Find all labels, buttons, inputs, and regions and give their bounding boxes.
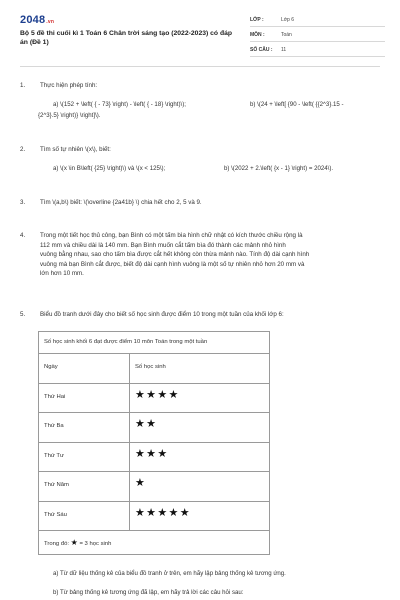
- star-icon: ★: [135, 388, 147, 401]
- meta-value: 11: [281, 47, 287, 53]
- question-text: Tìm số tự nhiên \(x\), biết:: [40, 146, 111, 153]
- question-number: 1.: [20, 82, 26, 89]
- table-row: [39, 502, 269, 532]
- meta-row-class: [250, 14, 385, 27]
- star-icon: ★: [157, 506, 169, 519]
- question-1-part-b-cont: {2^3}.5} \right)} \right]\).: [38, 112, 101, 119]
- logo-text: 2048: [20, 14, 46, 26]
- question-1-part-a: a) \(152 + \left( { - 73} \right) - \left( { - 18} \right)\);: [53, 101, 186, 108]
- day-cell: Thứ Năm: [39, 472, 130, 501]
- question-1: [20, 81, 380, 91]
- question-1-part-b: b) \(24 + \left[ {90 - \left( {{2^3}.15 -: [250, 101, 344, 108]
- document-header: [0, 0, 400, 62]
- star-icon: ★: [157, 447, 169, 460]
- day-cell: Thứ Tư: [39, 443, 130, 472]
- star-count-cell: [130, 413, 269, 442]
- star-icon: ★: [146, 506, 158, 519]
- meta-value: Toán: [281, 32, 292, 38]
- star-icon: ★: [146, 418, 158, 430]
- meta-key: SỐ CÂU :: [250, 47, 273, 53]
- question-2-part-b: b) \(2022 + 2.\left( {x - 1} \right) = 2024\).: [224, 165, 334, 172]
- question-5: [20, 310, 380, 320]
- star-icon: ★: [135, 477, 147, 489]
- star-count-cell: [130, 384, 269, 413]
- table-row: [39, 472, 269, 502]
- question-text: Thực hiện phép tính:: [40, 82, 98, 89]
- star-icon: ★: [157, 388, 169, 401]
- day-cell: Thứ Hai: [39, 384, 130, 413]
- star-icon: ★: [146, 447, 158, 460]
- question-number: 4.: [20, 232, 26, 239]
- star-count-cell: [130, 472, 269, 501]
- question-line: vuông mà bạn Bình cắt được, biết độ dài cạnh hình vuông là một số tự nhiên nhỏ hơn 20 mm và: [40, 260, 305, 268]
- meta-value: Lớp 6: [281, 17, 295, 23]
- question-4: [20, 231, 380, 283]
- table-row: [39, 413, 269, 443]
- star-icon: ★: [168, 506, 180, 519]
- star-icon: ★: [135, 506, 147, 519]
- meta-panel: [250, 14, 385, 59]
- question-line: lớn hơn 10 mm.: [40, 270, 84, 278]
- day-cell: Thứ Ba: [39, 413, 130, 442]
- star-icon: ★: [179, 506, 191, 519]
- meta-row-question-count: [250, 44, 385, 57]
- table-row: [39, 384, 269, 414]
- pictograph-table: [38, 331, 270, 555]
- question-number: 5.: [20, 311, 26, 318]
- meta-key: MÔN :: [250, 32, 265, 38]
- question-number: 3.: [20, 199, 26, 206]
- star-count-cell: [130, 443, 269, 472]
- star-icon: ★: [135, 418, 147, 430]
- question-line: vuông bằng nhau, sao cho tấm bìa được cắt hết không còn thừa mảnh nào. Tính độ dài cạnh hình: [40, 251, 310, 259]
- legend-suffix: = 3 học sinh: [79, 541, 112, 547]
- table-body: [39, 384, 269, 532]
- question-5-part-b: b) Từ bảng thống kê tương ứng đã lập, em hãy trả lời các câu hỏi sau:: [53, 589, 244, 596]
- day-cell: Thứ Sáu: [39, 502, 130, 531]
- table-caption: Số học sinh khối 6 đạt được điểm 10 môn Toán trong một tuần: [39, 332, 269, 354]
- table-header-row: [39, 354, 269, 384]
- question-text: Biểu đồ tranh dưới đây cho biết số học sinh được điểm 10 trong một tuần của khối lớp 6:: [40, 311, 284, 318]
- star-icon: ★: [168, 388, 180, 401]
- question-3: [20, 198, 380, 208]
- star-icon: ★: [146, 388, 158, 401]
- question-2: [20, 145, 380, 155]
- question-line: Trong một tiết học thủ công, bạn Bình có một tấm bìa hình chữ nhật có kích thước chiều rộng là: [40, 232, 303, 239]
- meta-key: LỚP :: [250, 17, 264, 23]
- legend-prefix: Trong đó:: [44, 541, 69, 547]
- question-text: Tìm \(a,b\) biết: \(\overline {2a41b} \) chia hết cho 2, 5 và 9.: [40, 199, 202, 206]
- column-header-count: Số học sinh: [135, 364, 166, 370]
- table-row: [39, 443, 269, 473]
- question-2-part-a: a) \(x \in B\left( {25} \right)\) và \(x < 125\);: [53, 165, 166, 172]
- question-5-part-a: a) Từ dữ liệu thống kê của biểu đồ tranh ở trên, em hãy lập bảng thống kê tương ứng.: [53, 570, 286, 577]
- star-icon: ★: [135, 447, 147, 460]
- star-icon: ★: [70, 538, 78, 547]
- star-count-cell: [130, 502, 269, 531]
- question-number: 2.: [20, 146, 26, 153]
- meta-row-subject: [250, 29, 385, 42]
- site-logo[interactable]: [20, 14, 54, 26]
- document-title: Bộ 5 đề thi cuối kì 1 Toán 6 Chân trời sáng tạo (2022-2023) có đáp án (Đề 1): [20, 30, 233, 46]
- header-divider: [20, 66, 380, 67]
- logo-extension: .vn: [46, 19, 55, 25]
- table-legend: [39, 531, 269, 554]
- question-text: [40, 231, 380, 279]
- question-line: 112 mm và chiều dài là 140 mm. Bạn Bình muốn cắt tấm bìa đó thành các mảnh nhỏ hình: [40, 241, 286, 249]
- column-header-day: Ngày: [39, 354, 130, 383]
